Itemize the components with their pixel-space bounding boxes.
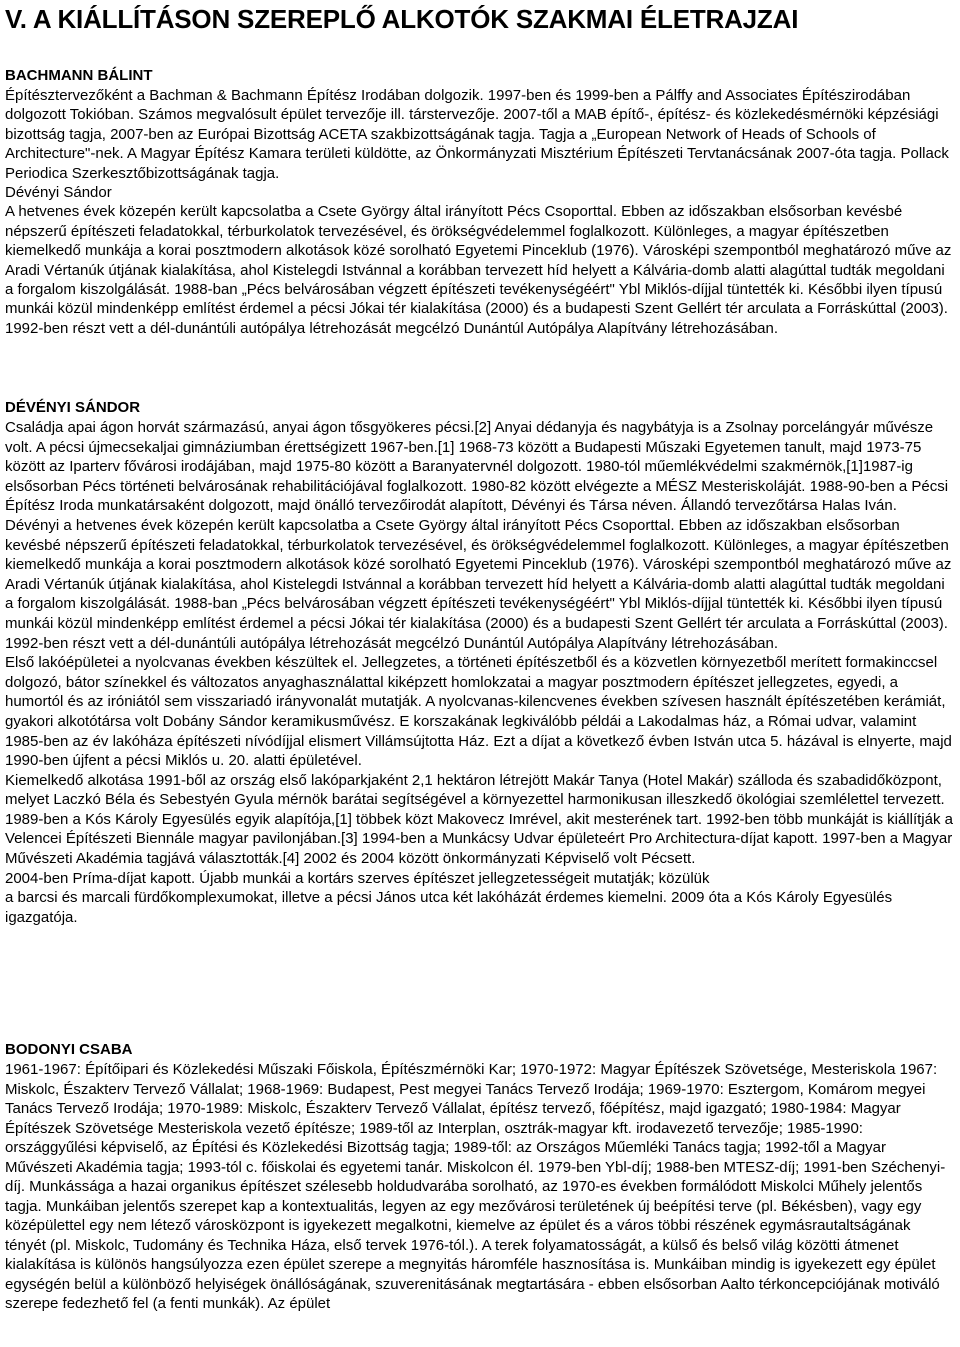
biography-bachmann: [5, 66, 955, 338]
artist-name: BODONYI CSABA: [5, 1041, 133, 1058]
page-title: V. A KIÁLLÍTÁSON SZEREPLŐ ALKOTÓK SZAKMAI ÉLETRAJZAI: [5, 4, 799, 34]
bio-paragraph: Családja apai ágon horvát származású, anyai ágon tősgyökeres pécsi.[2] Anyai dédanyja és nagybátyja is a Zsolnay porcelángyár művésze volt. A pécsi újmecsekaljai gimnáziumban érettségizett 1967-ben.[1] 1968-73 között a Budapesti Műszaki Egyetemen tanult, majd 1973-75 között az Iparterv fővárosi irodájában, majd 1975-80 között a Baranyatervnél dolgozott. 1980-tól műemlékvédelmi szakmérnök,[1]1987-ig elsősorban Pécs történeti belvárosának rehabilitációjával foglalkozott. 1980-82 között elvégezte a MÉSZ Mesteriskoláját. 1988-90-ben a Pécsi Építész Iroda munkatársaként dolgozott, majd önálló tervezőirodát alapított, Dévényi és Társa néven. Állandó tervezőtársa Halas Iván.: [5, 419, 949, 515]
bio-paragraph: A hetvenes évek közepén került kapcsolatba a Csete György által irányított Pécs Csoporttal. Ebben az időszakban elsősorban kevésbé népszerű építészeti feladatokkal, térburkolatok tervezésével, és örökségvédelemmel foglalkozott. Különleges, a magyar építészetben kiemelkedő munkája a korai posztmodern alkotások közé sorolható Egyetemi Pinceklub (1976). Városképi szempontból meghatározó műve az Aradi Vértanúk útjának kialakítása, ahol Kistelegdi Istvánnal a korábban tervezett híd helyett a Kálvária-domb alatti alagúttal tudták megoldani a forgalom kiszolgálását. 1988-ban „Pécs belvárosában végzett építészeti tevékenységéért" Ybl Miklós-díjjal tüntették ki. Későbbi ilyen típusú munkái közül mindenképp említést érdemel a pécsi Jókai tér kialakítása (2000) és a budapesti Szent Gellért tér arculata a Forráskúttal (2003). 1992-ben részt vett a dél-dunántúli autópálya létrehozását megcélzó Dunántúl Autópálya Alapítvány létrehozásában.: [5, 203, 952, 337]
bio-paragraph: 2004-ben Príma-díjat kapott. Újabb munkái a kortárs szerves építészet jellegzetességeit mutatják; közülük: [5, 869, 710, 887]
artist-name: BACHMANN BÁLINT: [5, 67, 153, 84]
bio-subheading: Dévényi Sándor: [5, 184, 112, 202]
biography-bodonyi: [5, 1040, 955, 1314]
biography-devenyi: [5, 398, 955, 927]
bio-paragraph: Első lakóépületei a nyolcvanas években készültek el. Jellegzetes, a történeti építészetből és a közvetlen környezetből merített formakinccsel dolgozó, bátor színekkel és változatos anyaghasználattal kiképzett homlokzatai a magyar posztmodern építészet jellegzetes, egyedi, a humortól és az iróniától sem visszariadó irányvonalát mutatják. A nyolcvanas-kilencvenes években szívesen használt építészetében kerámiát, gyakori alkotótársa volt Dobány Sándor keramikusművész. E korszakának legkiválóbb példái a Lakodalmas ház, a Római udvar, valamint 1985-ben az év lakóháza építészeti nívódíjjal elismert Villámsújtotta Ház. Ezt a díjat a következő évben István utca 5. házával is elnyerte, majd 1990-ben újfent a pécsi Miklós u. 20. alatti épületével.: [5, 654, 952, 770]
bio-paragraph: Kiemelkedő alkotása 1991-ből az ország első lakóparkjaként 2,1 hektáron létrejött Makár Tanya (Hotel Makár) szálloda és szabadidőközpont, melyet Laczkó Béla és Sebestyén Gyula mérnök barátai segítségével a környezettel harmonikusan illeszkedő ökológiai szemlélettel tervezett.: [5, 771, 945, 809]
bio-paragraph: Dévényi a hetvenes évek közepén került kapcsolatba a Csete György által irányított Pécs Csoporttal. Ebben az időszakban elsősorban kevésbé népszerű építészeti feladatokkal, térburkolatok tervezésével, és örökségvédelemmel foglalkozott. Különleges, a magyar építészetben kiemelkedő munkája a korai posztmodern alkotások közé sorolható Egyetemi Pinceklub (1976). Városképi szempontból meghatározó műve az Aradi Vértanúk útjának kialakítása, ahol Kistelegdi Istvánnal a korábban tervezett híd helyett a Kálvária-domb alatti alagúttal tudták megoldani a forgalom kiszolgálását. 1988-ban „Pécs belvárosában végzett építészeti tevékenységéért" Ybl Miklós-díjjal tüntették ki. Későbbi ilyen típusú munkái közül mindenképp említést érdemel a pécsi Jókai tér kialakítása (2000) és a budapesti Szent Gellért tér arculata a Forráskúttal (2003). 1992-ben részt vett a dél-dunántúli autópálya létrehozását megcélzó Dunántúl Autópálya Alapítvány létrehozásában.: [5, 516, 952, 652]
bio-paragraph: Építésztervezőként a Bachman & Bachmann Építész Irodában dolgozik. 1997-ben és 1999-ben a Pálffy and Associates Építészirodában dolgozott Tokióban. Számos megvalósult épület tervezője ill. társtervezője. 2007-től a MAB építő-, építész- és közlekedésmérnöki képzésiági bizottság tagja, 2007-ben az Európai Bizottság ACETA szakbizottságának tagja. Tagja a „European Network of Heads of Schools of Architecture"-nek. A Magyar Építész Kamara területi küldötte, az Önkormányzati Misztérium Építészeti Tervtanácsának 2007-óta tagja. Pollack Periodica Szerkesztőbizottságának tagja.: [5, 87, 949, 182]
bio-paragraph: 1989-ben a Kós Károly Egyesülés egyik alapítója,[1] többek közt Makovecz Imrével, akit mesterének tart. 1992-ben több munkáját is kiállítják a Velencei Építészeti Biennále magyar pavilonjában.[3] 1994-ben a Munkácsy Udvar épületeért Pro Architectura-díjat kapott. 1997-ben a Magyar Művészeti Akadémia tagjává választották.[4] 2002 és 2004 között önkormányzati Képviselő volt Pécsett.: [5, 810, 953, 868]
bio-paragraph: a barcsi és marcali fürdőkomplexumokat, illetve a pécsi János utca két lakóházát érdemes kiemelni. 2009 óta a Kós Károly Egyesülés igazgatója.: [5, 889, 893, 926]
artist-name: DÉVÉNYI SÁNDOR: [5, 399, 141, 416]
bio-paragraph: 1961-1967: Építőipari és Közlekedési Műszaki Főiskola, Építészmérnöki Kar; 1970-1972: Magyar Építészek Szövetsége, Mesteriskola 1967: Miskolc, Északterv Tervező Vállalat; 1968-1969: Budapest, Pest megyei Tanács Tervező Irodája; 1969-1970: Esztergom, Komárom megyei Tanács Tervező Irodája; 1970-1989: Miskolc, Északterv Tervező Vállalat, építész tervező, főépítész, majd igazgató; 1980-1984: Magyar Építészek Szövetsége Mesteriskola vezető építésze; 1989-től az Interplan, osztrák-magyar kft. irodavezető tervezője; 1985-1990: országgyűlési képviselő, az Építési és Közlekedési Bizottság tagja; 1989-től: az Országos Műemléki Tanács tagja; 1992-től a Magyar Művészeti Akadémia tagja; 1993-tól c. főiskolai és egyetemi tanár. Miskolcon él. 1979-ben Ybl-díj; 1988-ben MTESZ-díj; 1991-ben Széchenyi-díj. Munkássága a hazai organikus építészet szélesebb holdudvarába sorolható, az 1970-es években formálódott Miskolci Műhely jelentős tagja. Munkáiban jelentős szerepet kap a kontextualitás, legyen az egy mezővárosi területének új beépítési terve (pl. Békésben), vagy egy középülettel egy nem létező városközpont is igyekezett megalkotni, kiemelve az épület és a város többi részének egymásrautaltságának tényét (pl. Miskolc, Tudomány és Technika Háza, első tervek 1976-tól.). A terek folyamatosságát, a külső és belső világ közötti átmenet kialakítása is különös hangsúlyozza ezen épület szerepe a megnyitás háromféle hasznosítása is. Munkáiban mindig is igyekezett egy épület egységén belül a különböző helyiségek önállóságának, szuverenitásának megtartására - ebben elsősorban Aalto térkoncepciójának motiváló szerepe fedezhető fel (a fenti munkák). Az épület: [5, 1061, 946, 1312]
